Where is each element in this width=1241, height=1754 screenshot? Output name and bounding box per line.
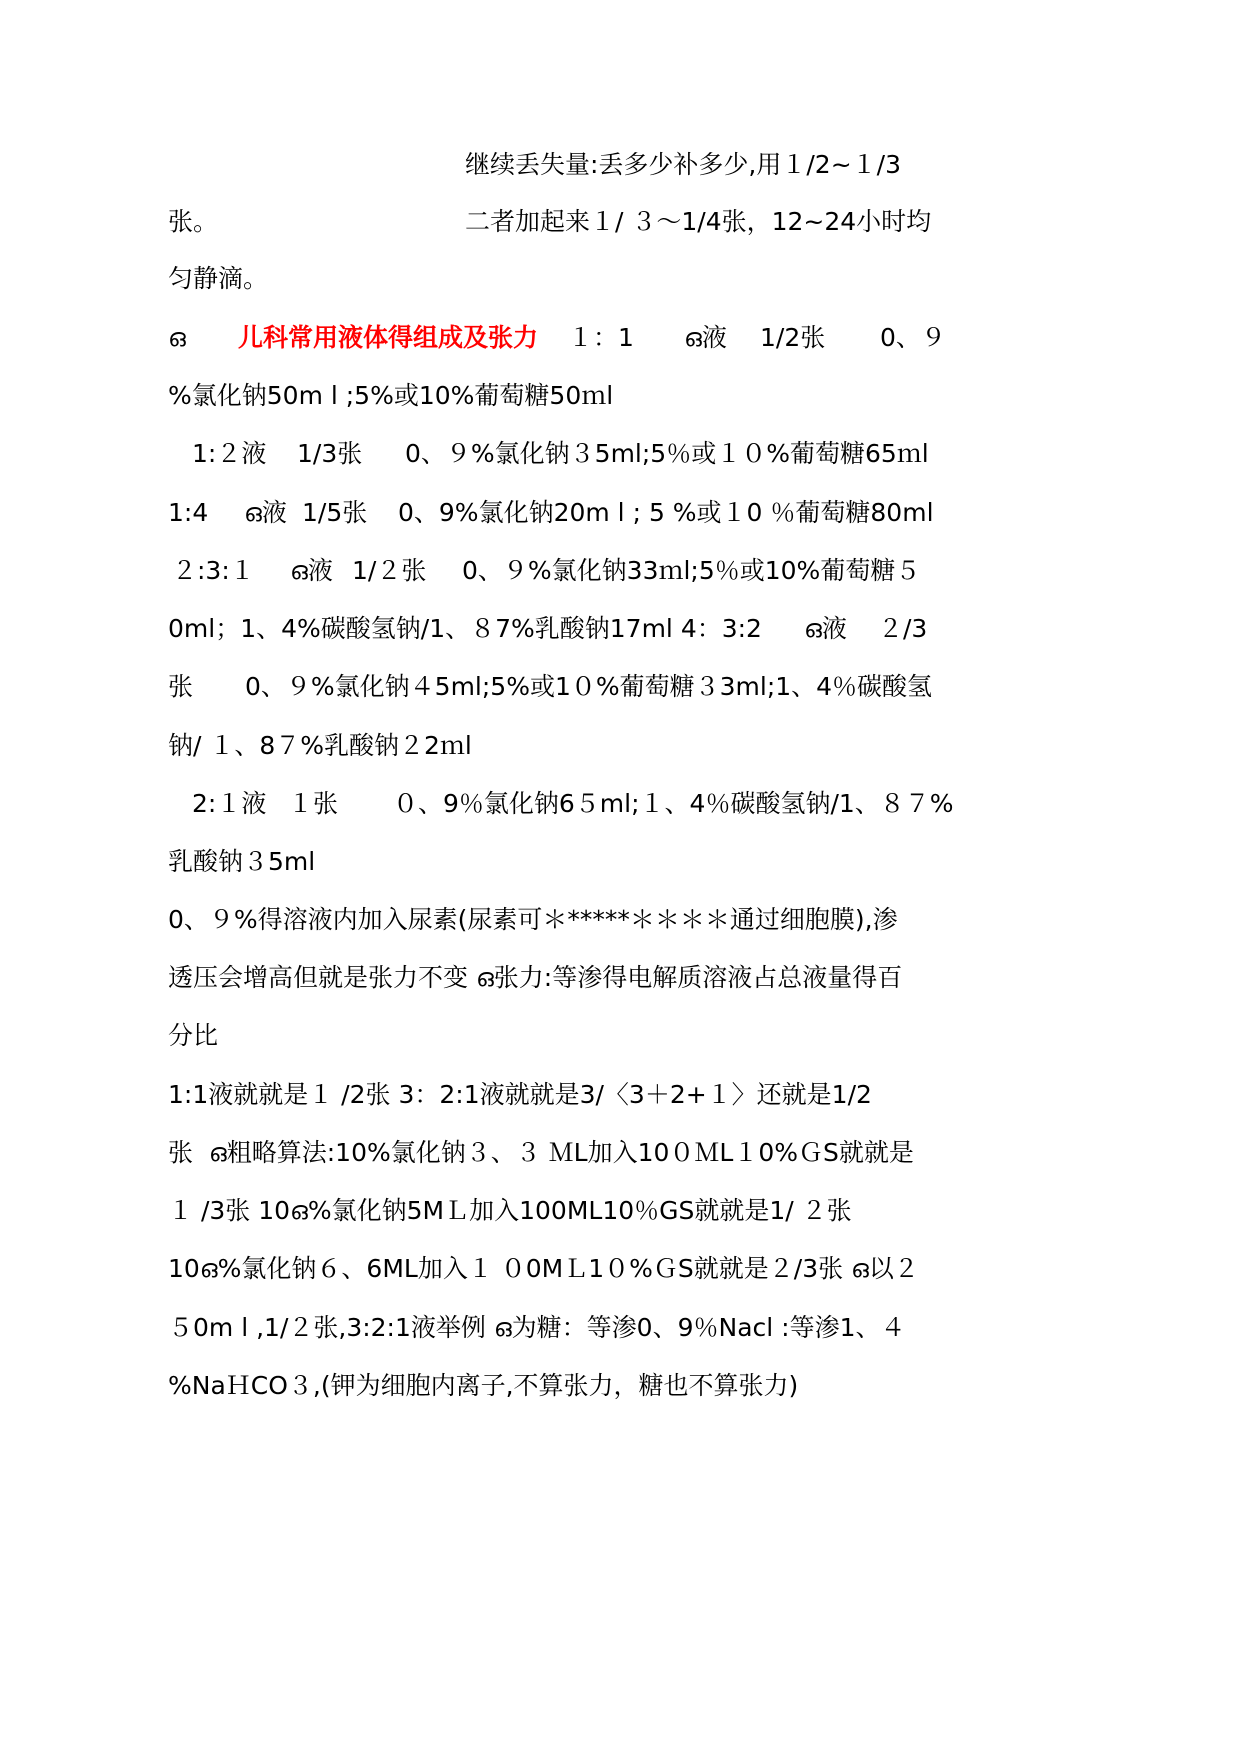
text-fragment: 1/5张 [302,498,368,527]
text-line: %NaＨCO３,(钾为细胞内离子,不算张力，糖也不算张力) [168,1371,799,1400]
text-fragment: 0、９%氯化钠３5ml;5％或１０%葡萄糖65ｍl [405,439,929,468]
text-line: 张。 [168,207,219,236]
text-line: 二者加起来１/ ３～1/4张，12~24小时均 [465,207,932,236]
text-line: 匀静滴。 [168,264,269,293]
text-fragment: 0ml；1、4%碳酸氢钠/1、８7%乳酸钠17ml 4：3:2 [168,614,762,643]
text-fragment: 1/3张 [297,439,363,468]
text-fragment: １：1 [568,323,634,352]
text-line: ５0m l ,1/２张,3:2:1液举例 ഒ为糖：等渗0、9％Nacl :等渗1、４ [168,1313,906,1342]
text-fragment: ２:3:１ [172,556,255,585]
text-fragment: ０、9％氯化钠6５ml;１、4％碳酸氢钠/1、８７% [393,789,954,818]
text-fragment: 0、９ [880,323,946,352]
text-line: 1:1液就就是１ /2张 3：2:1液就就是3/〈3＋2+１〉还就是1/2 [168,1080,872,1109]
text-line: 0、９%得溶液内加入尿素(尿素可＊*****＊＊＊＊通过细胞膜),渗 [168,905,898,934]
text-fragment: ഒ液 [684,323,727,352]
text-line: 钠/ １、8７%乳酸钠２2ｍl [168,731,472,760]
text-fragment: 0、9%氯化钠20m l ; 5 %或１0 ％葡萄糖80ml [398,498,934,527]
text-line: １ /3张 10ഒ%氯化钠5MＬ加入100ML10％GS就就是1/ ２张 [168,1196,852,1225]
text-fragment: 1:4 [168,498,209,527]
text-fragment: 0、９%氯化钠33ｍl;5％或10%葡萄糖５ [462,556,921,585]
bullet-symbol: ഒ [168,323,186,352]
text-fragment: 1/２张 [352,556,427,585]
text-fragment: 1:２液 [192,439,267,468]
text-line: 10ഒ%氯化钠６、6ML加入１ ０0MＬ1０%ＧS就就是２/3张 ഒ以２ [168,1254,919,1283]
text-line: 继续丢失量:丢多少补多少,用１/2~１/3 [465,150,901,179]
text-line: %氯化钠50m l ;5%或10%葡萄糖50ｍl [168,381,614,410]
text-line: 乳酸钠３5ml [168,847,316,876]
text-fragment: ഒ液 [804,614,847,643]
text-fragment: 0、９%氯化钠４5ml;5%或1０%葡萄糖３3ml;1、4％碳酸氢 [245,672,933,701]
text-line: 透压会增高但就是张力不变 ഒ张力:等渗得电解质溶液占总液量得百 [168,963,903,992]
text-fragment: 张 [168,672,194,701]
section-heading: 儿科常用液体得组成及张力 [238,323,539,352]
text-fragment: 1/2张 [760,323,826,352]
text-fragment: ഒ液 [290,556,333,585]
text-fragment: １张 [288,789,339,818]
text-fragment: 2:１液 [192,789,267,818]
text-line: 张 ഒ粗略算法:10%氯化钠３、３ ＭL加入10０ＭL１0%ＧS就就是 [168,1138,914,1167]
text-fragment: ഒ液 [244,498,287,527]
text-line: 分比 [168,1021,219,1050]
text-fragment: ２/3 [878,614,928,643]
